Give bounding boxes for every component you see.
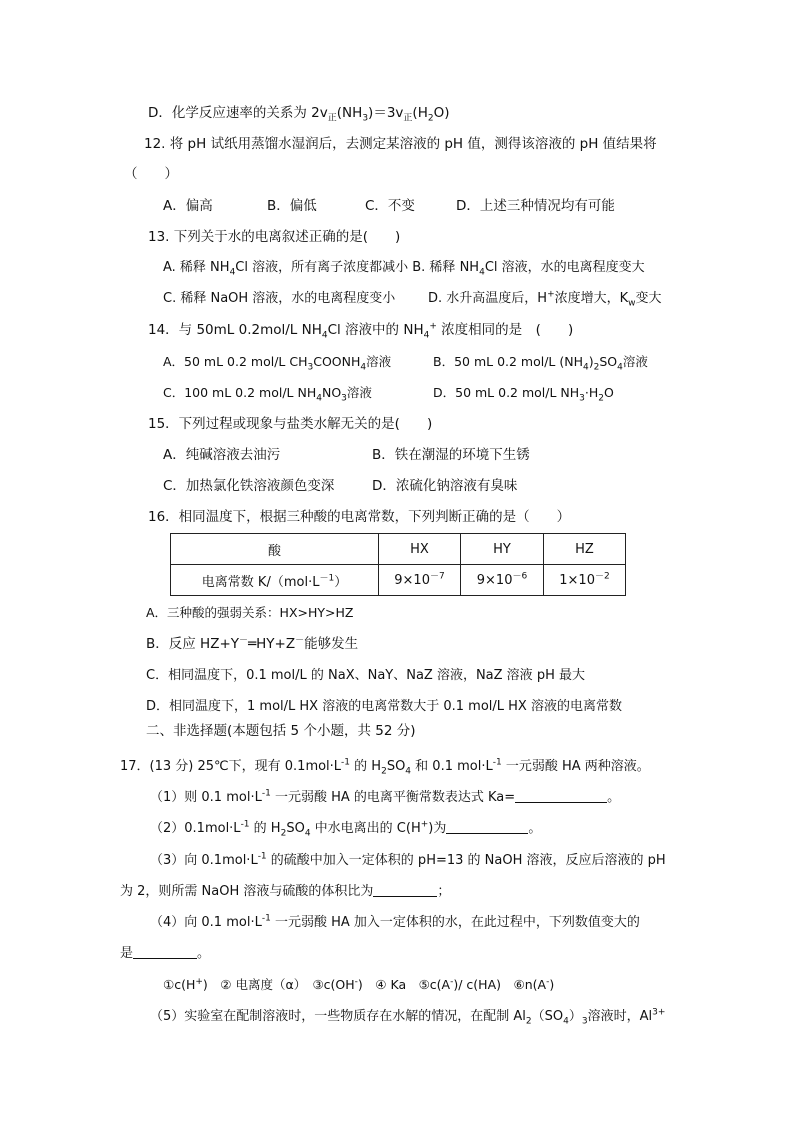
q17-stem: 17．(13 分) 25℃下，现有 $0.1mol\cdot L^{-1}$ 的 $H_2SO_4$ 和 0.1 $mol\cdot L^{-1}$ 一元弱酸 HA 两种溶液。 [120, 757, 650, 777]
q17-part1: （1）则 0.1 $mol\cdot L^{-1}$ 一元弱酸 HA 的电离平衡常数表达式 Ka= 。 [150, 788, 621, 805]
q16-option-c: C．相同温度下，0.1 mol/L 的 NaX、NaY、NaZ 溶液，NaZ 溶液 pH 最大 [146, 668, 585, 683]
q17-part4-line1: （4）向 0.1 $mol\cdot L^{-1}$ 一元弱酸 HA 加入一定体积的水，在此过程中，下列数值变大的 [150, 913, 640, 930]
q12-option-a: A．偏高 [163, 198, 213, 214]
q16-option-a: A．三种酸的强弱关系：HX>HY>HZ [146, 605, 354, 620]
q14-stem: 14．与 50mL 0.2mol/L $NH_4Cl$ 溶液中的 $NH_4^+$ 浓度相同的是 ( ) [148, 321, 574, 341]
q17-part3-text: 为 2，则所需 NaOH 溶液与硫酸的体积比为 [120, 884, 374, 899]
q12-stem: 12. 将 pH 试纸用蒸馏水湿润后，去测定某溶液的 pH 值，测得该溶液的 pH 值结果将 [144, 136, 657, 152]
q12-option-d: D．上述三种情况均有可能 [456, 198, 615, 214]
q14-option-b: B．50 mL 0.2 mol/L $(NH_4)_2SO_4$溶液 [433, 354, 648, 373]
q17-part2: $(2)0.1mol\cdot L^{-1}$ 的 $H_2SO_4$ 中水电离出的 C(H+)为 。 [150, 819, 542, 839]
q16-option-d: D．相同温度下，1 mol/L HX 溶液的电离常数大于 0.1 mol/L HX 溶液的电离常数 [146, 699, 622, 714]
q15-option-c: C．加热氯化铁溶液颜色变深 [163, 478, 335, 494]
q11-option-d: D．化学反应速率的关系为 $2v_正(NH_3)=3v_正(H_2O)$ [148, 105, 450, 124]
answer-blank[interactable] [133, 944, 197, 959]
table-cell: $9\times 10^{-6}$ [461, 565, 544, 596]
table-header-row [171, 534, 626, 565]
q15-option-b: B．铁在潮湿的环境下生锈 [372, 447, 530, 463]
q14-option-a: A．50 mL 0.2 mol/L $CH_3COONH_4$溶液 [163, 354, 392, 373]
answer-blank[interactable] [373, 882, 437, 897]
q13-option-c: C. 稀释 NaOH 溶液，水的电离程度变小 [163, 291, 396, 306]
table-cell: $9\times 10^{-7}$ [379, 565, 461, 596]
q16-option-b: B．反应 HZ+Y－═HY+Z－能够发生 [146, 635, 359, 652]
table-row [171, 565, 626, 596]
q12-option-b: B．偏低 [267, 198, 317, 214]
q14-option-d: D．50 mL 0.2 mol/L $NH_3\cdot H_2O$ [433, 385, 614, 404]
q17-part5: （5）实验室在配制溶液时，一些物质存在水解的情况，在配制 $Al_2(SO_4)_3$溶液时，$Al^{3+}$ [150, 1007, 666, 1027]
q15-option-d: D．浓硫化钠溶液有臭味 [372, 478, 518, 494]
q17-part4-line2: 是 。 [120, 946, 211, 961]
q17-part3-line2: 为 2，则所需 NaOH 溶液与硫酸的体积比为 ； [120, 884, 451, 899]
q12-option-c: C．不变 [365, 198, 415, 214]
table-header-cell: HY [461, 534, 544, 565]
q17-part4-options: ①c(H+) ② 电离度（α） ③c(OH-) ④ Ka ⑤c(A-)/ c(HA) ⑥n(A-) [163, 976, 555, 992]
answer-blank[interactable] [446, 819, 528, 834]
q16-stem: 16．相同温度下，根据三种酸的电离常数，下列判断正确的是（ ） [148, 509, 571, 525]
table-header-cell: HZ [544, 534, 626, 565]
table-cell: $1\times 10^{-2}$ [544, 565, 626, 596]
acid-constant-table [170, 533, 626, 596]
q13-option-d: D. 水升高温度后，H+浓度增大，$K_w$变大 [428, 289, 662, 309]
table-cell: 电离常数 $K/(mol\cdot L^{-1})$ [171, 565, 379, 596]
table-header-cell: 酸 [171, 534, 379, 565]
q17-part3-line1: （3）向 $0.1mol\cdot L^{-1}$ 的硫酸中加入一定体积的 pH=13 的 NaOH 溶液，反应后溶液的 pH [150, 851, 666, 868]
q13-stem: 13. 下列关于水的电离叙述正确的是( ) [148, 229, 401, 245]
q15-option-a: A．纯碱溶液去油污 [163, 447, 281, 463]
answer-blank[interactable] [515, 788, 607, 803]
section-heading: 二、非选择题(本题包括 5 个小题，共 52 分) [146, 723, 416, 739]
table-header-cell: HX [379, 534, 461, 565]
q17-part4-text: 是 [120, 946, 134, 961]
q13-option-ab: A. 稀释 $NH_4Cl$ 溶液，所有离子浓度都减小 B. 稀释 $NH_4Cl$ 溶液，水的电离程度变大 [163, 260, 645, 278]
q15-stem: 15．下列过程或现象与盐类水解无关的是( ) [148, 416, 433, 432]
q12-answer-paren: （ ） [124, 166, 178, 182]
q14-option-c: C．100 mL 0.2 mol/L $NH_4NO_3$溶液 [163, 385, 372, 404]
